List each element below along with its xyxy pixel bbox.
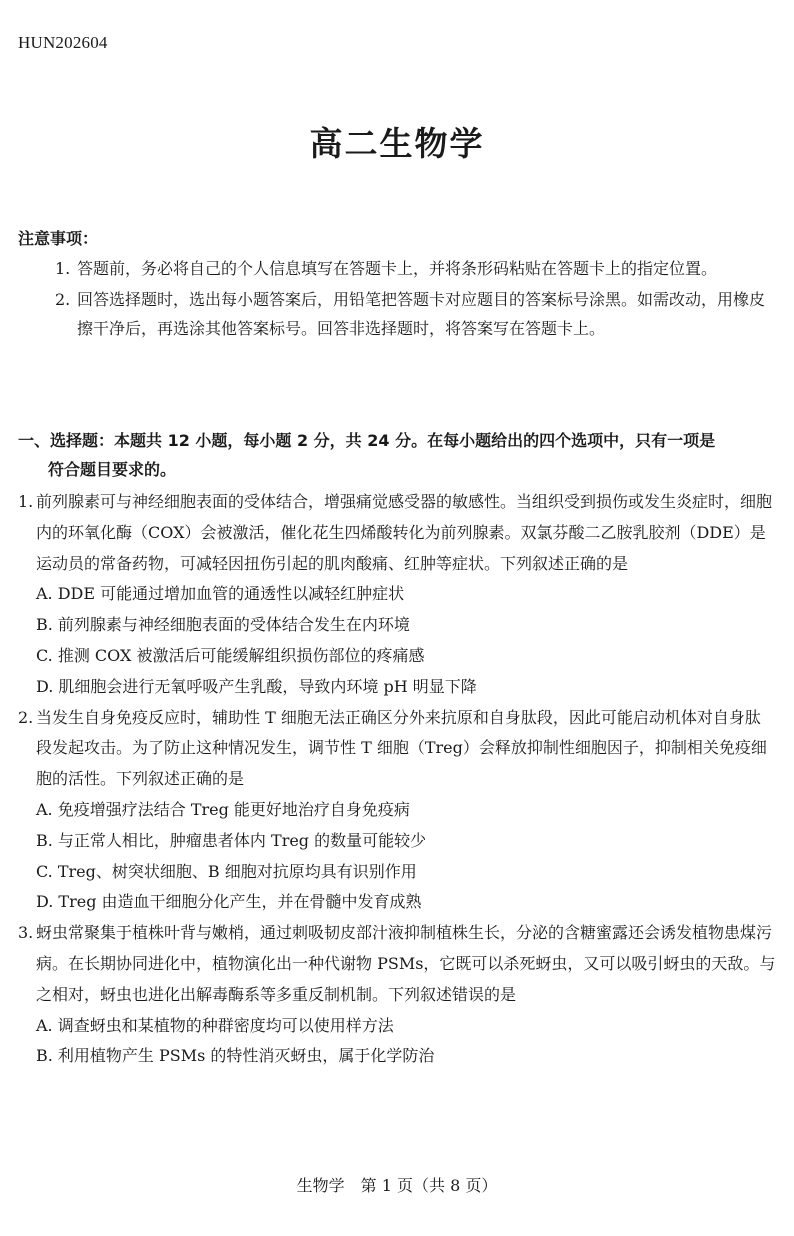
section-heading (18, 426, 776, 484)
notice-item-number: 2. (55, 290, 71, 309)
notice-list (55, 254, 771, 345)
option-a: A. 调查蚜虫和某植物的种群密度均可以使用样方法 (36, 1015, 394, 1035)
notice-item (55, 285, 771, 343)
section-heading-line: 一、选择题：本题共 12 小题，每小题 2 分，共 24 分。在每小题给出的四个选项中，只有一项是 (18, 431, 716, 450)
option-c: C. Treg、树突状细胞、B 细胞对抗原均具有识别作用 (36, 861, 417, 881)
option-b: B. 与正常人相比，肿瘤患者体内 Treg 的数量可能较少 (36, 830, 427, 850)
notice-heading: 注意事项： (18, 229, 99, 248)
page-footer: 生物学 第 1 页（共 8 页） (296, 1176, 498, 1195)
notice-item-text: 回答选择题时，选出每小题答案后，用铅笔把答题卡对应题目的答案标号涂黑。如需改动，用橡皮擦干净后，再选涂其他答案标号。回答非选择题时，将答案写在答题卡上。 (77, 290, 766, 338)
paper-code: HUN202604 (18, 33, 108, 52)
exam-title: 高二生物学 (309, 124, 485, 163)
option-a: A. 免疫增强疗法结合 Treg 能更好地治疗自身免疫病 (36, 799, 410, 819)
question-number: 1. (18, 492, 34, 511)
option-c: C. 推测 COX 被激活后可能缓解组织损伤部位的疼痛感 (36, 645, 425, 665)
question (18, 703, 776, 919)
question-text: 当发生自身免疫反应时，辅助性 T 细胞无法正确区分外来抗原和自身肽段，因此可能启动机体对自身肽段发起攻击。为了防止这种情况发生，调节性 T 细胞（Treg）会释放抑制性细胞因子，抑制相关免疫细胞的活性。下列叙述正确的是 (36, 707, 767, 789)
question (18, 918, 776, 1072)
question-text: 蚜虫常聚集于植株叶背与嫩梢，通过刺吸韧皮部汁液抑制植株生长，分泌的含糖蜜露还会诱发植物患煤污病。在长期协同进化中，植物演化出一种代谢物 PSMs，它既可以杀死蚜虫，又可以吸引蚜虫的天敌。与之相对，蚜虫也进化出解毒酶系等多重反制机制。下列叙述错误的是 (36, 923, 776, 1004)
question-stem (18, 703, 776, 795)
question-text: 前列腺素可与神经细胞表面的受体结合，增强痛觉感受器的敏感性。当组织受到损伤或发生炎症时，细胞内的环氧化酶（COX）会被激活，催化花生四烯酸转化为前列腺素。双氯芬酸二乙胺乳胶剂（DDE）是运动员的常备药物，可减轻因扭伤引起的肌肉酸痛、红肿等症状。下列叙述正确的是 (36, 492, 773, 573)
notice-item (55, 254, 771, 283)
option-a: A. DDE 可能通过增加血管的通透性以减轻红肿症状 (36, 584, 405, 604)
question-stem (18, 918, 776, 1010)
notice-item-text: 答题前，务必将自己的个人信息填写在答题卡上，并将条形码粘贴在答题卡上的指定位置。 (77, 259, 718, 278)
option-b: B. 前列腺素与神经细胞表面的受体结合发生在内环境 (36, 615, 410, 635)
option-d: D. Treg 由造血干细胞分化产生，并在骨髓中发育成熟 (36, 892, 422, 912)
question (18, 487, 776, 703)
option-d: D. 肌细胞会进行无氧呼吸产生乳酸，导致内环境 pH 明显下降 (36, 676, 477, 696)
question-list (18, 487, 776, 1072)
question-stem (18, 487, 776, 579)
question-number: 2. (18, 707, 34, 727)
option-b: B. 利用植物产生 PSMs 的特性消灭蚜虫，属于化学防治 (36, 1046, 435, 1066)
section-heading-line: 符合题目要求的。 (48, 460, 177, 479)
question-number: 3. (18, 923, 34, 943)
notice-item-number: 1. (55, 259, 71, 278)
